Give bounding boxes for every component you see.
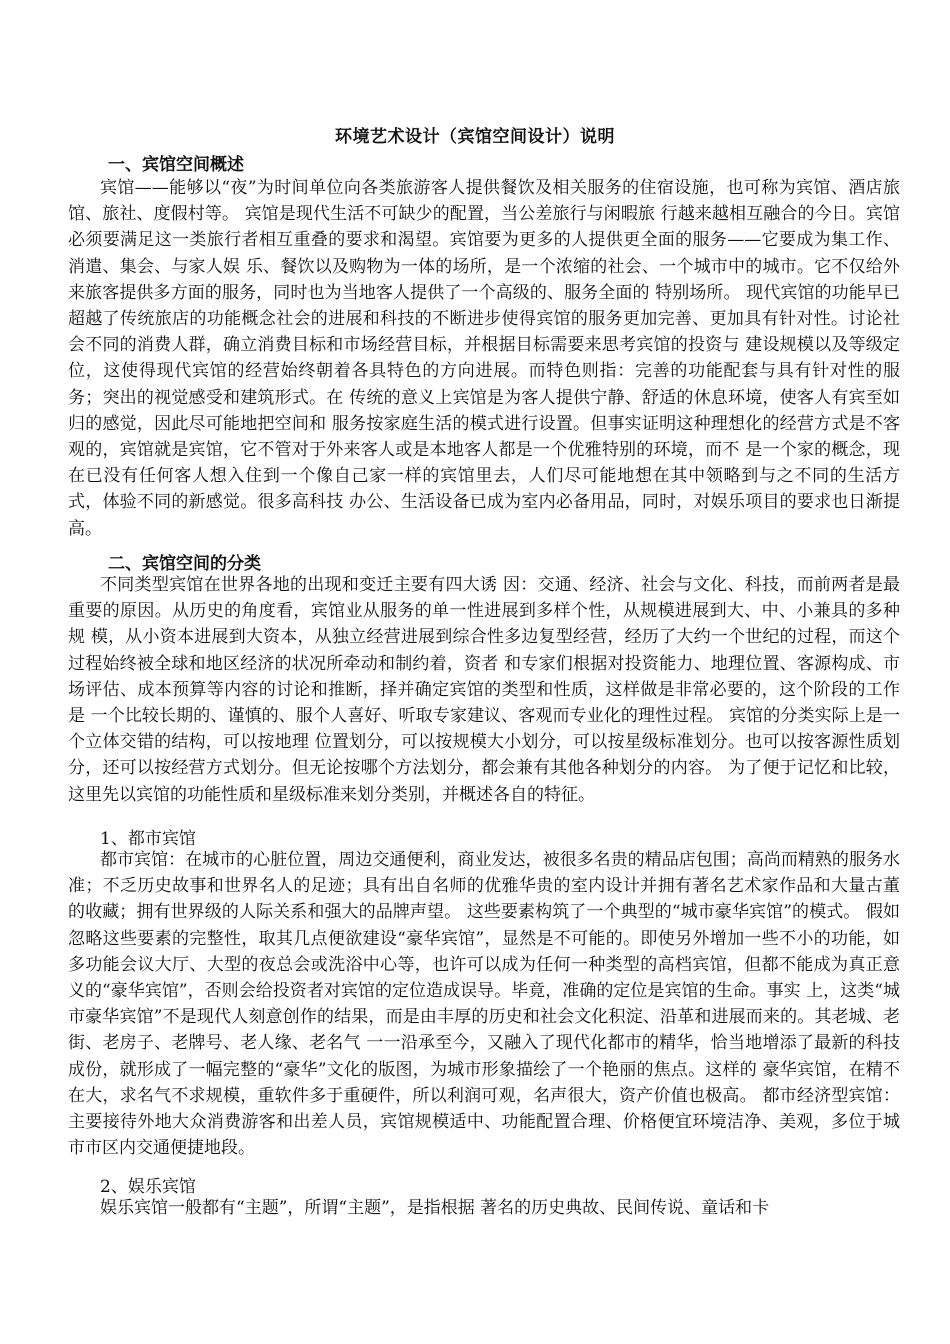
sub1-heading: 1、都市宾馆 — [100, 829, 196, 849]
section2-paragraph: 不同类型宾馆在世界各地的出现和变迁主要有四大诱 因：交通、经济、社会与文化、科技，而前两者是最重要的原因。从历史的角度看，宾馆业从服务的单一性进展到多样个性，从规模进展到大、中、小兼具的多种规 模，从小资本进展到大资本，从独立经营进展到综合性多边复型经营，经历了大约一个世纪的过程，而这个过程始终被全球和地区经济的状况所牵动和制约着，资者 和专家们根据对投资能力、地理位置、客源构成、市场评估、成本预算等内容的讨论和推断，择并确定宾馆的类型和性质，这样做是非常必要的，这个阶段的工作是 一个比较长期的、谨慎的、服个人喜好、听取专家建议、客观而专业化的理性过程。 宾馆的分类实际上是一个立体交错的结构，可以按地理 位置划分，可以按规模大小划分，可以按星级标准划分。也可以按客源性质划分，还可以按经营方式划分。但无论按哪个方法划分，都会兼有其他各种划分的内容。 为了便于记忆和比较，这里先以宾馆的功能性质和星级标准来划分类别，并概述各自的特征。 — [68, 575, 900, 805]
sub2-paragraph: 娱乐宾馆一般都有“主题”，所谓“主题”，是指根据 著名的历史典故、民间传说、童话和卡 — [100, 1198, 770, 1218]
section2-heading: 二、宾馆空间的分类 — [108, 554, 261, 574]
document-title: 环境艺术设计（宾馆空间设计）说明 — [335, 127, 615, 147]
section1-heading: 一、宾馆空间概述 — [108, 155, 244, 175]
section1-paragraph: 宾馆——能够以“夜”为时间单位向各类旅游客人提供餐饮及相关服务的住宿设施，也可称为宾馆、酒店旅馆、旅社、度假村等。 宾馆是现代生活不可缺少的配置，当公差旅行与闲暇旅 行越来越相互融合的今日。宾馆必须要满足这一类旅行者相互重叠的要求和渴望。宾馆要为更多的人提供更全面的服务——它要成为集工作、消遣、集会、与家人娱 乐、餐饮以及购物为一体的场所，是一个浓缩的社会、一个城市中的城市。它不仅给外来旅客提供多方面的服务，同时也为当地客人提供了一个高级的、服务全面的 特别场所。 现代宾馆的功能早已超越了传统旅店的功能概念社会的进展和科技的不断进步使得宾馆的服务更加完善、更加具有针对性。讨论社会不同的消费人群，确立消费目标和市场经营目标，并根据目标需要来思考宾馆的投资与 建设规模以及等级定位，这使得现代宾馆的经营始终朝着各具特色的方向进展。而特色则指：完善的功能配套与具有针对性的服务；突出的视觉感受和建筑形式。在 传统的意义上宾馆是为客人提供宁静、舒适的休息环境，使客人有宾至如归的感觉，因此尽可能地把空间和 服务按家庭生活的模式进行设置。但事实证明这种理想化的经营方式是不客观的，宾馆就是宾馆，它不管对于外来客人或是本地客人都是一个优雅特别的环境，而不 是一个家的概念，现在已没有任何客人想入住到一个像自己家一样的宾馆里去，人们尽可能地想在其中领略到与之不同的生活方式，体验不同的新感觉。很多高科技 办公、生活设备已成为室内必备用品，同时，对娱乐项目的要求也日渐提高。 — [68, 178, 900, 539]
sub2-heading: 2、娱乐宾馆 — [100, 1177, 196, 1197]
sub1-paragraph: 都市宾馆：在城市的心脏位置，周边交通便利，商业发达，被很多名贵的精品店包围；高尚而精熟的服务水准；不乏历史故事和世界名人的足迹；具有出自名师的优雅华贵的室内设计并拥有著名艺术家作品和大量古董的收藏；拥有世界级的人际关系和强大的品牌声望。 这些要素构筑了一个典型的“城市豪华宾馆”的模式。 假如忽略这些要素的完整性，取其几点便欲建设“豪华宾馆”，显然是不可能的。即使另外增加一些不小的功能，如多功能会议大厅、大型的夜总会或洗浴中心等，也许可以成为任何一种类型的高档宾馆，但都不能成为真正意义的“豪华宾馆”，否则会给投资者对宾馆的定位造成误导。毕竟，准确的定位是宾馆的生命。事实 上，这类“城市豪华宾馆”不是现代人刻意创作的结果，而是由丰厚的历史和社会文化积淀、沿革和进展而来的。其老城、老街、老房子、老牌号、老人缘、老名气 一一沿承至今，又融入了现代化都市的精华，恰当地增添了最新的科技成份，就形成了一幅完整的“豪华”文化的版图，为城市形象描绘了一个艳丽的焦点。这样的 豪华宾馆，在精不在大，求名气不求规模，重软件多于重硬件，所以利润可观，名声很大，资产价值也极高。 都市经济型宾馆：主要接待外地大众消费游客和出差人员，宾馆规模适中、功能配置合理、价格便宜环境洁净、美观，多位于城市市区内交通便捷地段。 — [68, 850, 900, 1159]
